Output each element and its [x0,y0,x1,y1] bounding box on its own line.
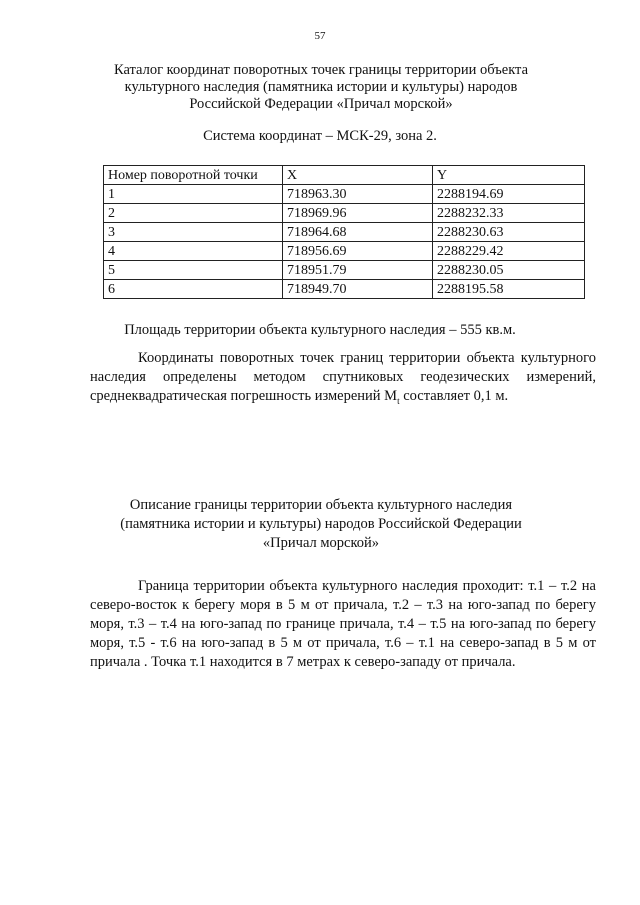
point-number: 1 [104,185,283,204]
accuracy-text: Координаты поворотных точек границ территории объекта культурного наследия определены методом спутниковых геодезических измерений, среднеквадратическая погрешность измерений M [90,350,596,404]
table-row [104,280,585,299]
x-value: 718969.96 [283,204,433,223]
table-row [104,204,585,223]
table-header-row [104,166,585,185]
x-value: 718964.68 [283,223,433,242]
table-row [104,223,585,242]
coordinates-table [103,165,585,299]
accuracy-subscript: t [397,395,400,406]
header-point-number: Номер поворотной точки [104,166,283,185]
point-number: 4 [104,242,283,261]
header-x: X [283,166,433,185]
area-statement: Площадь территории объекта культурного наследия – 555 кв.м. [124,322,516,338]
x-value: 718956.69 [283,242,433,261]
page-number: 57 [314,30,326,42]
catalog-title: Каталог координат поворотных точек границы территории объекта культурного наследия (памятника истории и культуры) народов Российской Федерации «Причал морской» [113,62,528,112]
x-value: 718951.79 [283,261,433,280]
accuracy-tail: составляет 0,1 м. [399,388,509,404]
description-title: Описание границы территории объекта культурного наследия (памятника истории и культуры) народов Российской Федерации «Причал морской» [120,497,522,551]
point-number: 5 [104,261,283,280]
table-row [104,242,585,261]
point-number: 2 [104,204,283,223]
x-value: 718963.30 [283,185,433,204]
y-value: 2288195.58 [433,280,585,299]
y-value: 2288229.42 [433,242,585,261]
point-number: 3 [104,223,283,242]
boundary-description-paragraph [90,577,596,672]
y-value: 2288230.05 [433,261,585,280]
header-y: Y [433,166,585,185]
coordinate-system: Система координат – МСК-29, зона 2. [203,128,437,144]
table-row [104,261,585,280]
point-number: 6 [104,280,283,299]
y-value: 2288230.63 [433,223,585,242]
y-value: 2288194.69 [433,185,585,204]
y-value: 2288232.33 [433,204,585,223]
table-row [104,185,585,204]
boundary-description-text: Граница территории объекта культурного наследия проходит: т.1 – т.2 на северо-восток к берегу моря в 5 м от причала, т.2 – т.3 на юго-запад по берегу моря, т.3 – т.4 на юго-запад по границе причала, т.4 – т.5 на юго-запад по берегу моря, т.5 - т.6 на юго-запад в 5 м от причала, т.6 – т.1 на северо-запад в 5 м от причала . Точка т.1 находится в 7 метрах к северо-западу от причала. [90,578,596,670]
accuracy-paragraph [90,349,596,411]
x-value: 718949.70 [283,280,433,299]
